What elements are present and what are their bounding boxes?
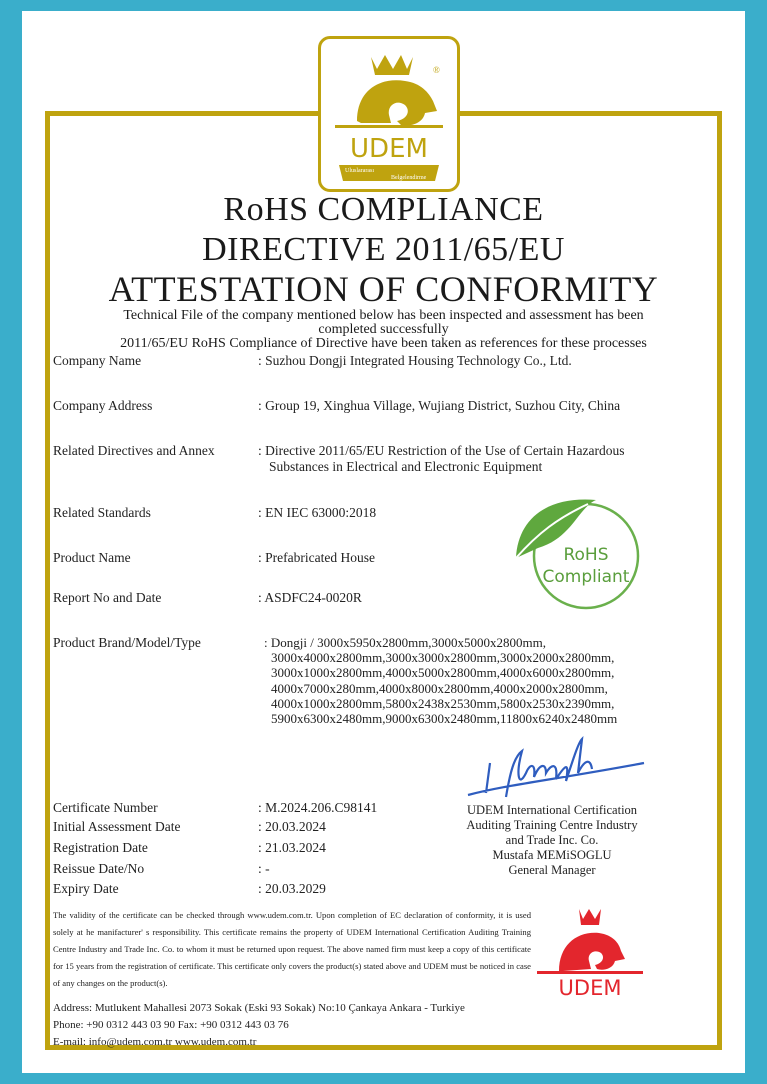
svg-text:Uluslararası: Uluslararası: [345, 168, 374, 174]
initial-date-value: : 20.03.2024: [258, 819, 326, 834]
intro-line-2: completed successfully: [318, 322, 449, 337]
udem-logo-gold: [318, 36, 460, 192]
reissue-value: : -: [258, 861, 270, 876]
certificate-number-value: : M.2024.206.C98141: [258, 800, 378, 815]
rohs-compliant-badge: [508, 478, 648, 613]
product-name-value: : Prefabricated House: [258, 550, 375, 565]
disclaimer-text: The validity of the certificate can be checked through www.udem.com.tr. Upon completion of EC declaration of conformity, it is used solely at he manifacturer' s responsibility. This certificate remains the property of UDEM International Certification Auditing Training Centre Industry and Trade Inc. Co. to whom it must be returned upon request. The above named firm must keep a copy of this certificate for 15 years from the registration of certificate. This certificate only covers the product(s) stated above and UDEM must be noticed in case of any changes on the product(s).: [53, 910, 531, 988]
company-name-label: Company Name: [53, 353, 142, 368]
model-line: : Dongji / 3000x5950x2800mm,3000x5000x2800mm,: [264, 635, 547, 650]
directives-value-2: Substances in Electrical and Electronic Equipment: [269, 459, 543, 474]
expiry-date-label: Expiry Date: [53, 881, 119, 896]
lion-crown-icon: [321, 39, 457, 189]
model-line: 3000x4000x2800mm,3000x3000x2800mm,3000x2000x2800mm,: [271, 650, 615, 666]
title-line-3: ATTESTATION OF CONFORMITY: [108, 269, 659, 309]
model-label: Product Brand/Model/Type: [53, 635, 201, 650]
directives-label: Related Directives and Annex: [53, 443, 215, 458]
standards-label: Related Standards: [53, 505, 151, 520]
svg-text:UDEM: UDEM: [558, 976, 622, 997]
leaf-icon: [508, 478, 648, 613]
udem-logo-red: [537, 905, 643, 997]
title-line-1: RoHS COMPLIANCE: [223, 191, 544, 228]
company-name-value: : Suzhou Dongji Integrated Housing Technology Co., Ltd.: [258, 353, 572, 368]
reissue-label: Reissue Date/No: [53, 861, 145, 876]
signatory-title: General Manager: [508, 863, 596, 877]
svg-text:RoHS: RoHS: [563, 545, 609, 565]
svg-text:UDEM: UDEM: [350, 134, 428, 164]
intro-line-1: Technical File of the company mentioned below has been inspected and assessment has been: [123, 308, 644, 323]
title-line-2: DIRECTIVE 2011/65/EU: [202, 231, 565, 268]
model-line: 4000x7000x280mm,4000x8000x2800mm,4000x2000x2800mm,: [271, 680, 608, 696]
model-line: 4000x1000x2800mm,5800x2438x2530mm,5800x2530x2390mm,: [271, 695, 615, 711]
signature: [466, 733, 646, 803]
initial-date-label: Initial Assessment Date: [53, 819, 181, 834]
signatory-line: UDEM International Certification: [466, 803, 638, 817]
product-name-label: Product Name: [53, 550, 131, 565]
report-value: : ASDFC24-0020R: [258, 590, 362, 605]
gold-frame-top-left: [45, 111, 318, 116]
registration-date-label: Registration Date: [53, 840, 148, 855]
expiry-date-value: : 20.03.2029: [258, 881, 326, 896]
contact-address: Address: Mutlukent Mahallesi 2073 Sokak (Eski 93 Sokak) No:10 Çankaya Ankara - Turkiye: [53, 1002, 465, 1014]
svg-text:Belgelendirme: Belgelendirme: [391, 175, 427, 181]
signatory-line: and Trade Inc. Co.: [505, 833, 599, 847]
model-line: 3000x1000x2800mm,4000x5000x2800mm,4000x6000x2800mm,: [271, 665, 615, 681]
standards-value: : EN IEC 63000:2018: [258, 505, 377, 520]
intro-line-3: 2011/65/EU RoHS Compliance of Directive have been taken as references for these processes: [120, 336, 647, 351]
model-line: 5900x6300x2480mm,9000x6300x2480mm,11800x6240x2480mm: [271, 711, 618, 727]
signatory-line: Auditing Training Centre Industry: [466, 818, 638, 832]
registration-date-value: : 21.03.2024: [258, 840, 326, 855]
company-address-label: Company Address: [53, 398, 153, 413]
signatory-block: [452, 803, 652, 878]
contact-phone: Phone: +90 0312 443 03 90 Fax: +90 0312 443 03 76: [53, 1019, 289, 1031]
directives-value: : Directive 2011/65/EU Restriction of the Use of Certain Hazardous: [258, 443, 625, 458]
company-address-value: : Group 19, Xinghua Village, Wujiang District, Suzhou City, China: [258, 398, 621, 413]
svg-text:Compliant: Compliant: [542, 567, 630, 587]
lion-crown-icon: [537, 905, 643, 997]
signatory-name: Mustafa MEMiSOGLU: [492, 848, 612, 862]
model-list: [264, 635, 617, 726]
gold-frame-top-right: [457, 111, 722, 116]
certificate-number-label: Certificate Number: [53, 800, 158, 815]
signature-icon: [466, 733, 646, 803]
report-label: Report No and Date: [53, 590, 162, 605]
contact-email: E-mail: info@udem.com.tr www.udem.com.tr: [53, 1036, 257, 1048]
svg-text:®: ®: [433, 65, 440, 75]
